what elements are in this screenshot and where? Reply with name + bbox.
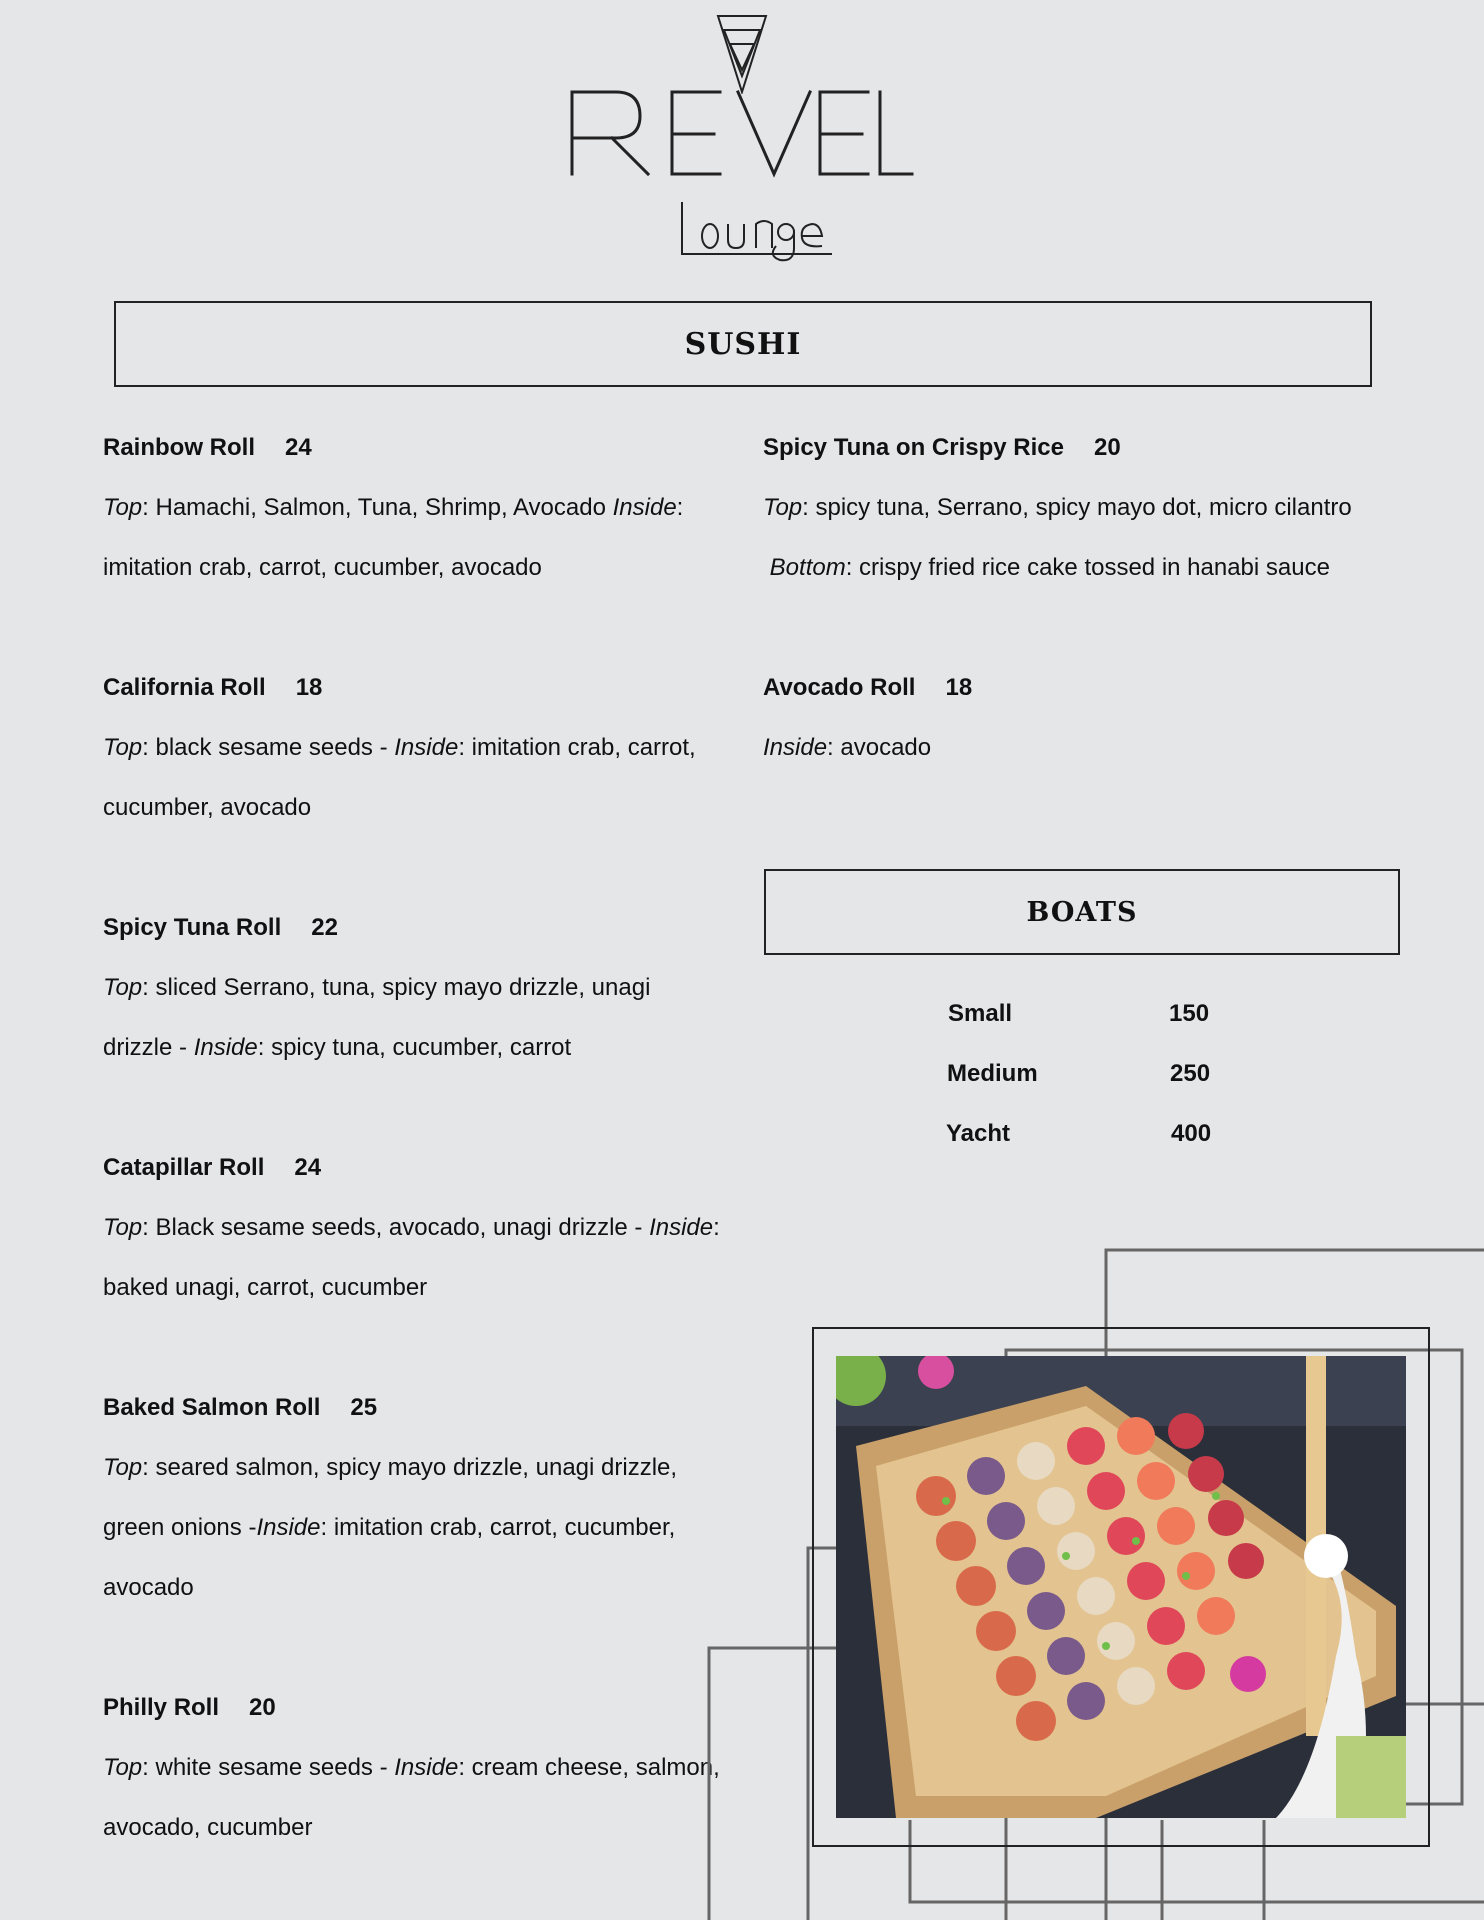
section-heading-boats: BOATS — [764, 869, 1400, 955]
logo-lounge — [676, 196, 832, 266]
item-price: 25 — [350, 1394, 378, 1421]
item-price: 24 — [285, 434, 312, 461]
item-price: 20 — [1093, 434, 1121, 461]
boat-price: 150 — [1169, 1000, 1210, 1027]
menu-item — [103, 898, 723, 1078]
logo-triangles — [716, 14, 768, 94]
item-name: Philly Roll — [103, 1694, 220, 1721]
boat-price: 400 — [1171, 1120, 1212, 1147]
menu-item — [103, 658, 723, 838]
boat-price: 250 — [1170, 1060, 1211, 1087]
item-name: Avocado Roll — [763, 674, 916, 701]
boat-name: Medium — [947, 1060, 1038, 1087]
item-price: 18 — [295, 674, 323, 701]
item-price: 24 — [294, 1154, 322, 1181]
item-description: Top: black sesame seeds - Inside: imitation crab, carrot, cucumber, avocado — [103, 734, 696, 821]
item-description-bottom: Bottom: crispy fried rice cake tossed in hanabi sauce — [769, 554, 1330, 581]
menu-item — [763, 658, 1403, 778]
item-description: Top: white sesame seeds - Inside: cream cheese, salmon, avocado, cucumber — [103, 1754, 720, 1841]
item-price: 20 — [249, 1694, 276, 1721]
item-description: Top: seared salmon, spicy mayo drizzle, unagi drizzle, green onions -Inside: imitation crab, carrot, cucumber, avocado — [103, 1454, 678, 1601]
item-name: Spicy Tuna Roll — [103, 914, 282, 941]
menu-item — [103, 418, 723, 598]
item-description: Top: Hamachi, Salmon, Tuna, Shrimp, Avocado Inside: imitation crab, carrot, cucumber, avocado — [103, 494, 684, 581]
menu-item — [103, 1138, 723, 1318]
item-description: Top: spicy tuna, Serrano, spicy mayo dot, micro cilantro — [763, 494, 1352, 521]
logo-revel — [568, 84, 914, 180]
menu-item — [763, 418, 1403, 598]
menu-item — [103, 1678, 723, 1858]
item-price: 22 — [311, 914, 338, 941]
item-name: Baked Salmon Roll — [103, 1394, 321, 1421]
item-description: Inside: avocado — [763, 734, 932, 761]
item-name: Rainbow Roll — [103, 434, 255, 461]
menu-item — [103, 1378, 723, 1618]
item-description: Top: sliced Serrano, tuna, spicy mayo drizzle, unagi drizzle - Inside: spicy tuna, cucumber, carrot — [103, 974, 651, 1061]
item-name: California Roll — [103, 674, 266, 701]
boat-name: Small — [948, 1000, 1013, 1027]
boat-name: Yacht — [946, 1120, 1011, 1147]
sushi-boat-photo — [836, 1356, 1406, 1818]
item-price: 18 — [945, 674, 973, 701]
item-name: Catapillar Roll — [103, 1154, 265, 1181]
item-description: Top: Black sesame seeds, avocado, unagi drizzle - Inside: baked unagi, carrot, cucumber — [103, 1214, 720, 1301]
section-heading-sushi: SUSHI — [114, 301, 1372, 387]
item-name: Spicy Tuna on Crispy Rice — [763, 434, 1064, 461]
